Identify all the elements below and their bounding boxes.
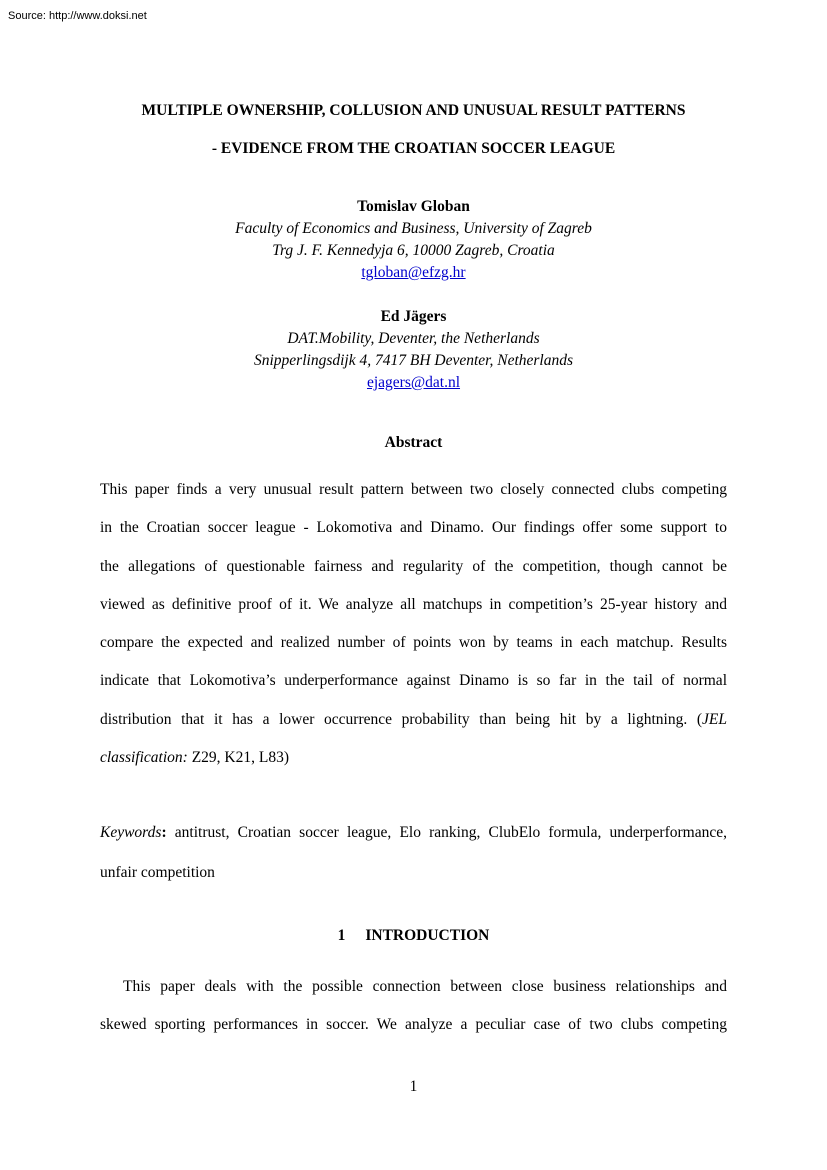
abstract-line-jel: distribution that it has a lower occurrence probability than being hit by a lightning. (JEL <box>100 710 727 728</box>
abstract-line: viewed as definitive proof of it. We analyze all matchups in competition’s 25-year history and <box>100 595 727 613</box>
section-number: 1 <box>337 927 346 944</box>
section-title: INTRODUCTION <box>365 927 490 944</box>
author-email-link[interactable]: ejagers@dat.nl <box>366 374 461 391</box>
abstract-line: the allegations of questionable fairness and regularity of the competition, though cannot be <box>100 557 727 575</box>
abstract-line: indicate that Lokomotiva’s underperformance against Dinamo is so far in the tail of normal <box>100 672 727 690</box>
abstract-line-last: classification: Z29, K21, L83) <box>100 749 289 767</box>
section-heading <box>100 927 727 945</box>
author-name: Ed Jägers <box>380 308 447 325</box>
author-name: Tomislav Globan <box>357 198 470 215</box>
keywords-block <box>100 813 727 892</box>
author-affiliation: DAT.Mobility, Deventer, the Netherlands <box>287 330 540 347</box>
abstract-line: compare the expected and realized number of points won by teams in each matchup. Results <box>100 634 727 652</box>
paper-title-line-1: MULTIPLE OWNERSHIP, COLLUSION AND UNUSUAL RESULT PATTERNS <box>141 102 686 119</box>
author-email-link[interactable]: tgloban@efzg.hr <box>361 264 466 281</box>
source-label: Source: http://www.doksi.net <box>8 10 147 22</box>
keywords-line-1: Keywords: antitrust, Croatian soccer league, Elo ranking, ClubElo formula, underperformance, <box>100 824 727 841</box>
abstract-heading: Abstract <box>384 434 443 451</box>
intro-body <box>100 968 727 1045</box>
abstract-line: in the Croatian soccer league - Lokomotiva and Dinamo. Our findings offer some support to <box>100 519 727 537</box>
keywords-line-2: unfair competition <box>100 863 215 881</box>
author-affiliation: Faculty of Economics and Business, University of Zagreb <box>235 220 592 237</box>
paper-title-line-2: - EVIDENCE FROM THE CROATIAN SOCCER LEAGUE <box>211 140 616 157</box>
abstract-body <box>100 471 727 777</box>
author-address: Trg J. F. Kennedyja 6, 10000 Zagreb, Croatia <box>272 242 555 259</box>
abstract-line: This paper finds a very unusual result pattern between two closely connected clubs competing <box>100 481 727 498</box>
page-number: 1 <box>409 1078 418 1095</box>
author-block-2 <box>100 306 727 394</box>
intro-line: skewed sporting performances in soccer. We analyze a peculiar case of two clubs competing <box>100 1016 727 1034</box>
author-block-1 <box>100 196 727 284</box>
author-address: Snipperlingsdijk 4, 7417 BH Deventer, Netherlands <box>254 352 573 369</box>
intro-line: This paper deals with the possible connection between close business relationships and <box>123 978 727 995</box>
